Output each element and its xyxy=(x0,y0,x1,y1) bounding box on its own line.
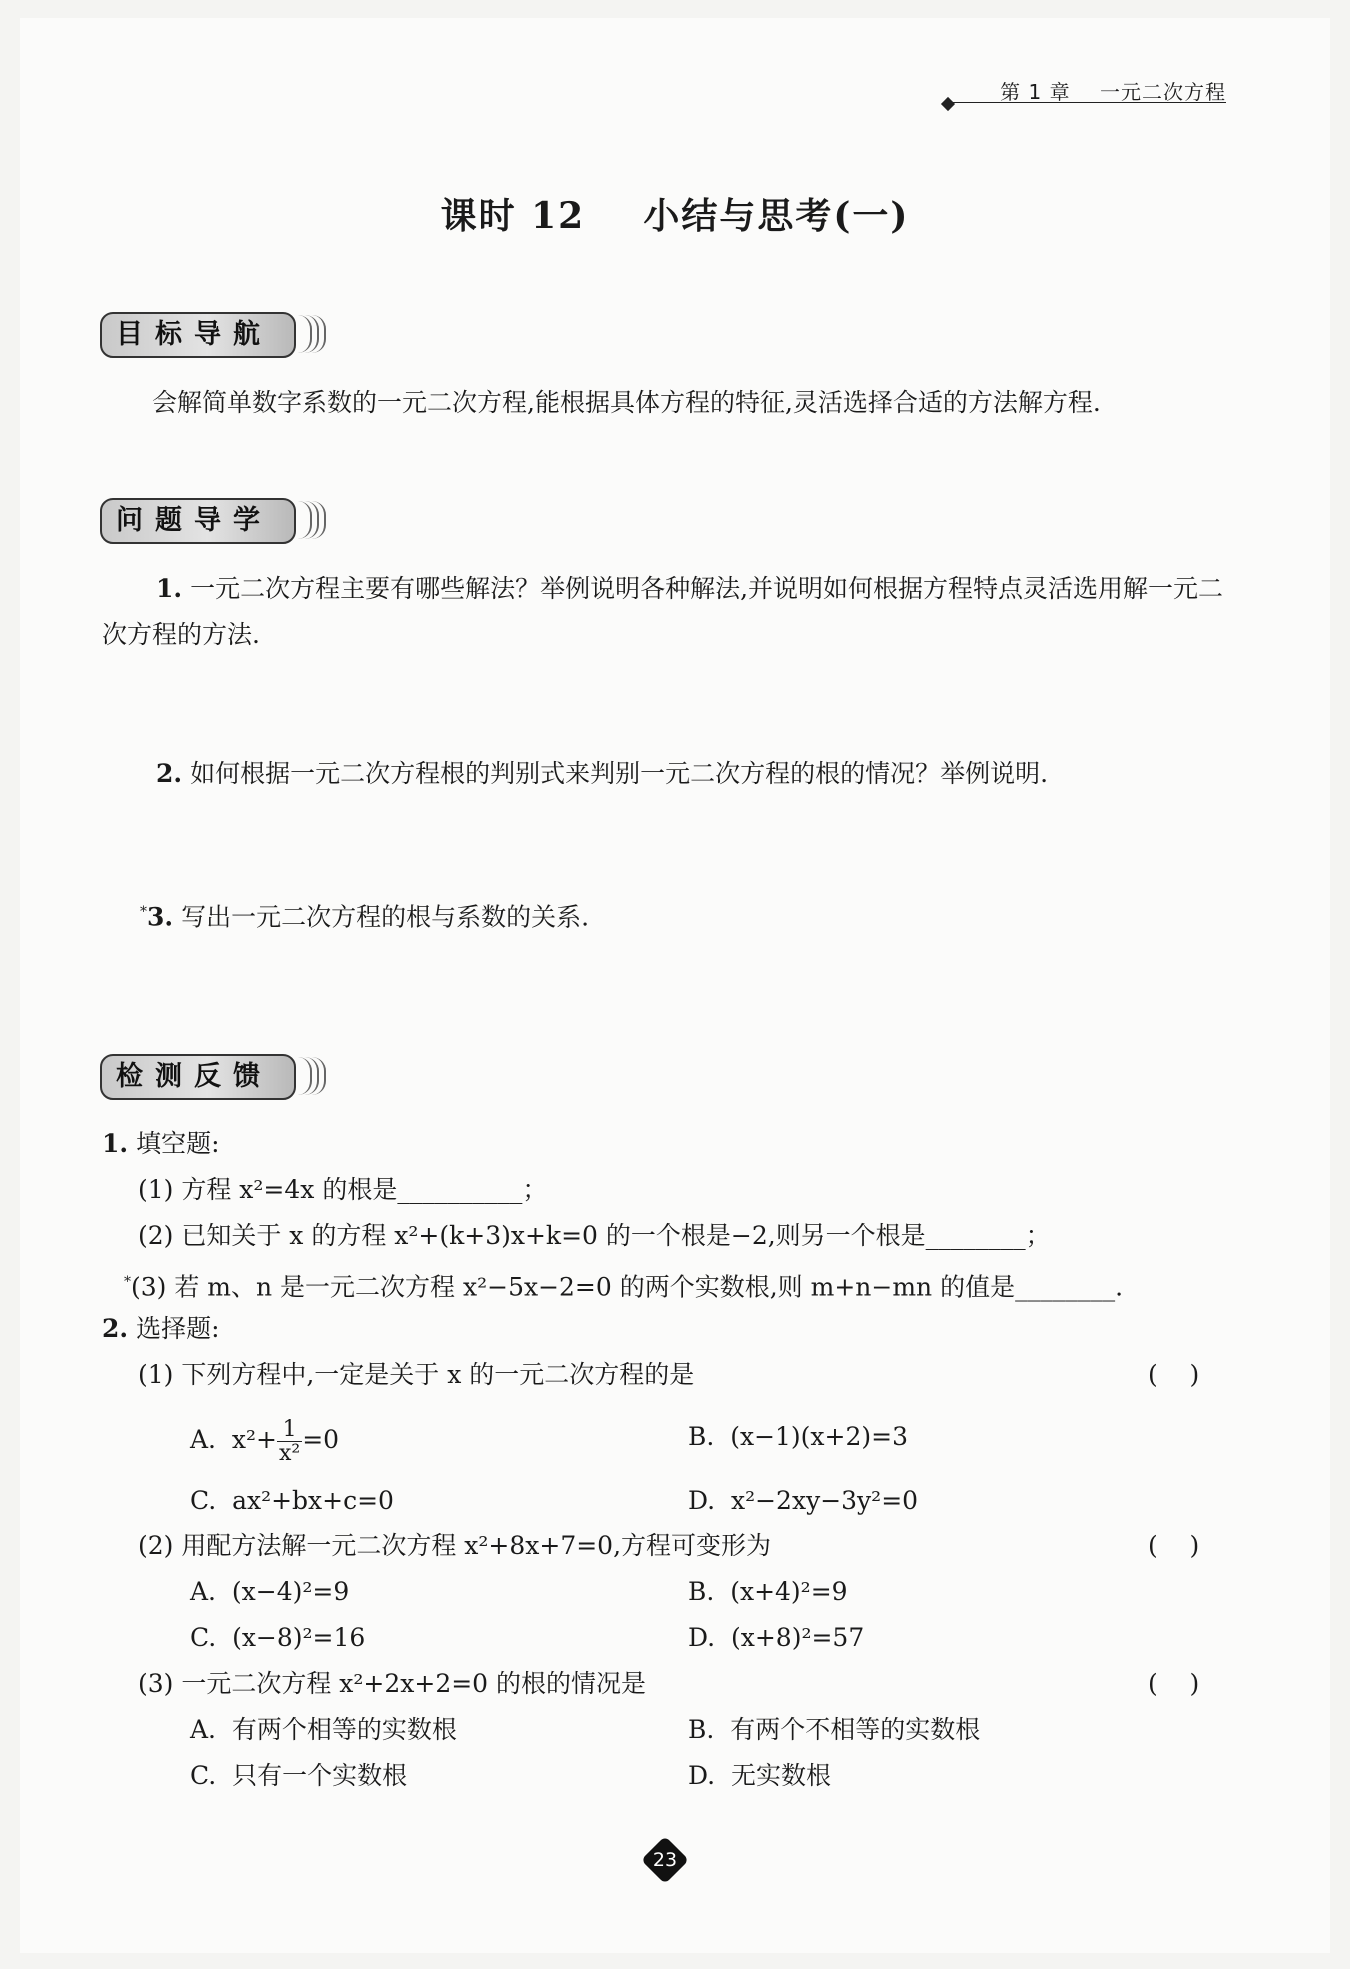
option-B: B. 有两个不相等的实数根 xyxy=(688,1715,981,1744)
option-C: C. (x−8)²=16 xyxy=(190,1623,366,1652)
answer-bracket: ( ) xyxy=(1148,1669,1200,1698)
section-label: 检测反馈 xyxy=(100,1054,296,1100)
question-1 xyxy=(102,566,1227,658)
chapter-header: 第 1 章 一元二次方程 xyxy=(1000,80,1226,104)
section-banner-feedback xyxy=(100,1054,322,1102)
question-text: 如何根据一元二次方程根的判别式来判别一元二次方程的根的情况？举例说明. xyxy=(190,759,1049,788)
question-text: 写出一元二次方程的根与系数的关系. xyxy=(181,902,590,932)
optional-star-icon: * xyxy=(140,904,147,920)
section-banner-goal xyxy=(100,312,322,360)
goal-text: 会解简单数字系数的一元二次方程,能根据具体方程的特征,灵活选择合适的方法解方程. xyxy=(152,388,1101,417)
option-text: A. x²+ xyxy=(190,1425,277,1454)
choice-question-1: (1) 下列方程中,一定是关于 x 的一元二次方程的是 xyxy=(138,1360,695,1389)
problem-1-title xyxy=(102,1121,220,1167)
option-C: C. ax²+bx+c=0 xyxy=(190,1486,394,1515)
problem-heading: 选择题: xyxy=(136,1314,220,1343)
question-number: 3. xyxy=(147,902,174,932)
fraction-numerator: 1 xyxy=(277,1418,302,1442)
fill-blank-1: (1) 方程 x²=4x 的根是__________； xyxy=(138,1175,548,1204)
answer-bracket: ( ) xyxy=(1148,1531,1200,1560)
choice-question-3: (3) 一元二次方程 x²+2x+2=0 的根的情况是 xyxy=(138,1669,647,1698)
fill-blank-2: (2) 已知关于 x 的方程 x²+(k+3)x+k=0 的一个根是−2,则另一个根是________； xyxy=(138,1221,1051,1250)
option-A: A. 有两个相等的实数根 xyxy=(190,1715,457,1744)
question-number: 1. xyxy=(156,574,183,603)
section-label: 目标导航 xyxy=(100,312,296,358)
problem-number: 2. xyxy=(102,1314,129,1343)
question-3 xyxy=(140,889,589,940)
optional-star-icon: * xyxy=(124,1274,131,1290)
option-C: C. 只有一个实数根 xyxy=(190,1761,408,1790)
option-D: D. (x+8)²=57 xyxy=(688,1623,865,1652)
fraction-denominator: x² xyxy=(278,1441,301,1466)
fill-blank-3 xyxy=(124,1259,1123,1310)
option-D: D. x²−2xy−3y²=0 xyxy=(688,1486,919,1515)
running-header xyxy=(950,74,1226,103)
choice-question-2: (2) 用配方法解一元二次方程 x²+8x+7=0,方程可变形为 xyxy=(138,1531,772,1560)
answer-bracket: ( ) xyxy=(1148,1360,1200,1389)
page-number: 23 xyxy=(652,1849,678,1871)
option-B: B. (x−1)(x+2)=3 xyxy=(688,1422,908,1451)
option-D: D. 无实数根 xyxy=(688,1761,831,1790)
option-B: B. (x+4)²=9 xyxy=(688,1577,848,1606)
question-2 xyxy=(156,751,1048,797)
problem-heading: 填空题: xyxy=(136,1129,220,1158)
section-banner-guide xyxy=(100,498,322,546)
section-label: 问题导学 xyxy=(100,498,296,544)
question-text: 一元二次方程主要有哪些解法？举例说明各种解法,并说明如何根据方程特点灵活选用解一元二次方程的方法. xyxy=(102,574,1224,649)
problem-number: 1. xyxy=(102,1129,129,1158)
lesson-title: 课时 12 小结与思考(一) xyxy=(440,195,910,237)
option-text: =0 xyxy=(302,1425,340,1454)
question-number: 2. xyxy=(156,759,183,788)
option-A xyxy=(190,1410,339,1470)
page-number-badge xyxy=(641,1836,689,1884)
fraction xyxy=(277,1418,302,1465)
fill-blank-text: (3) 若 m、n 是一元二次方程 x²−5x−2=0 的两个实数根,则 m+n−mn 的值是________. xyxy=(131,1272,1124,1302)
problem-2-title xyxy=(102,1306,220,1352)
option-A: A. (x−4)²=9 xyxy=(190,1577,350,1606)
